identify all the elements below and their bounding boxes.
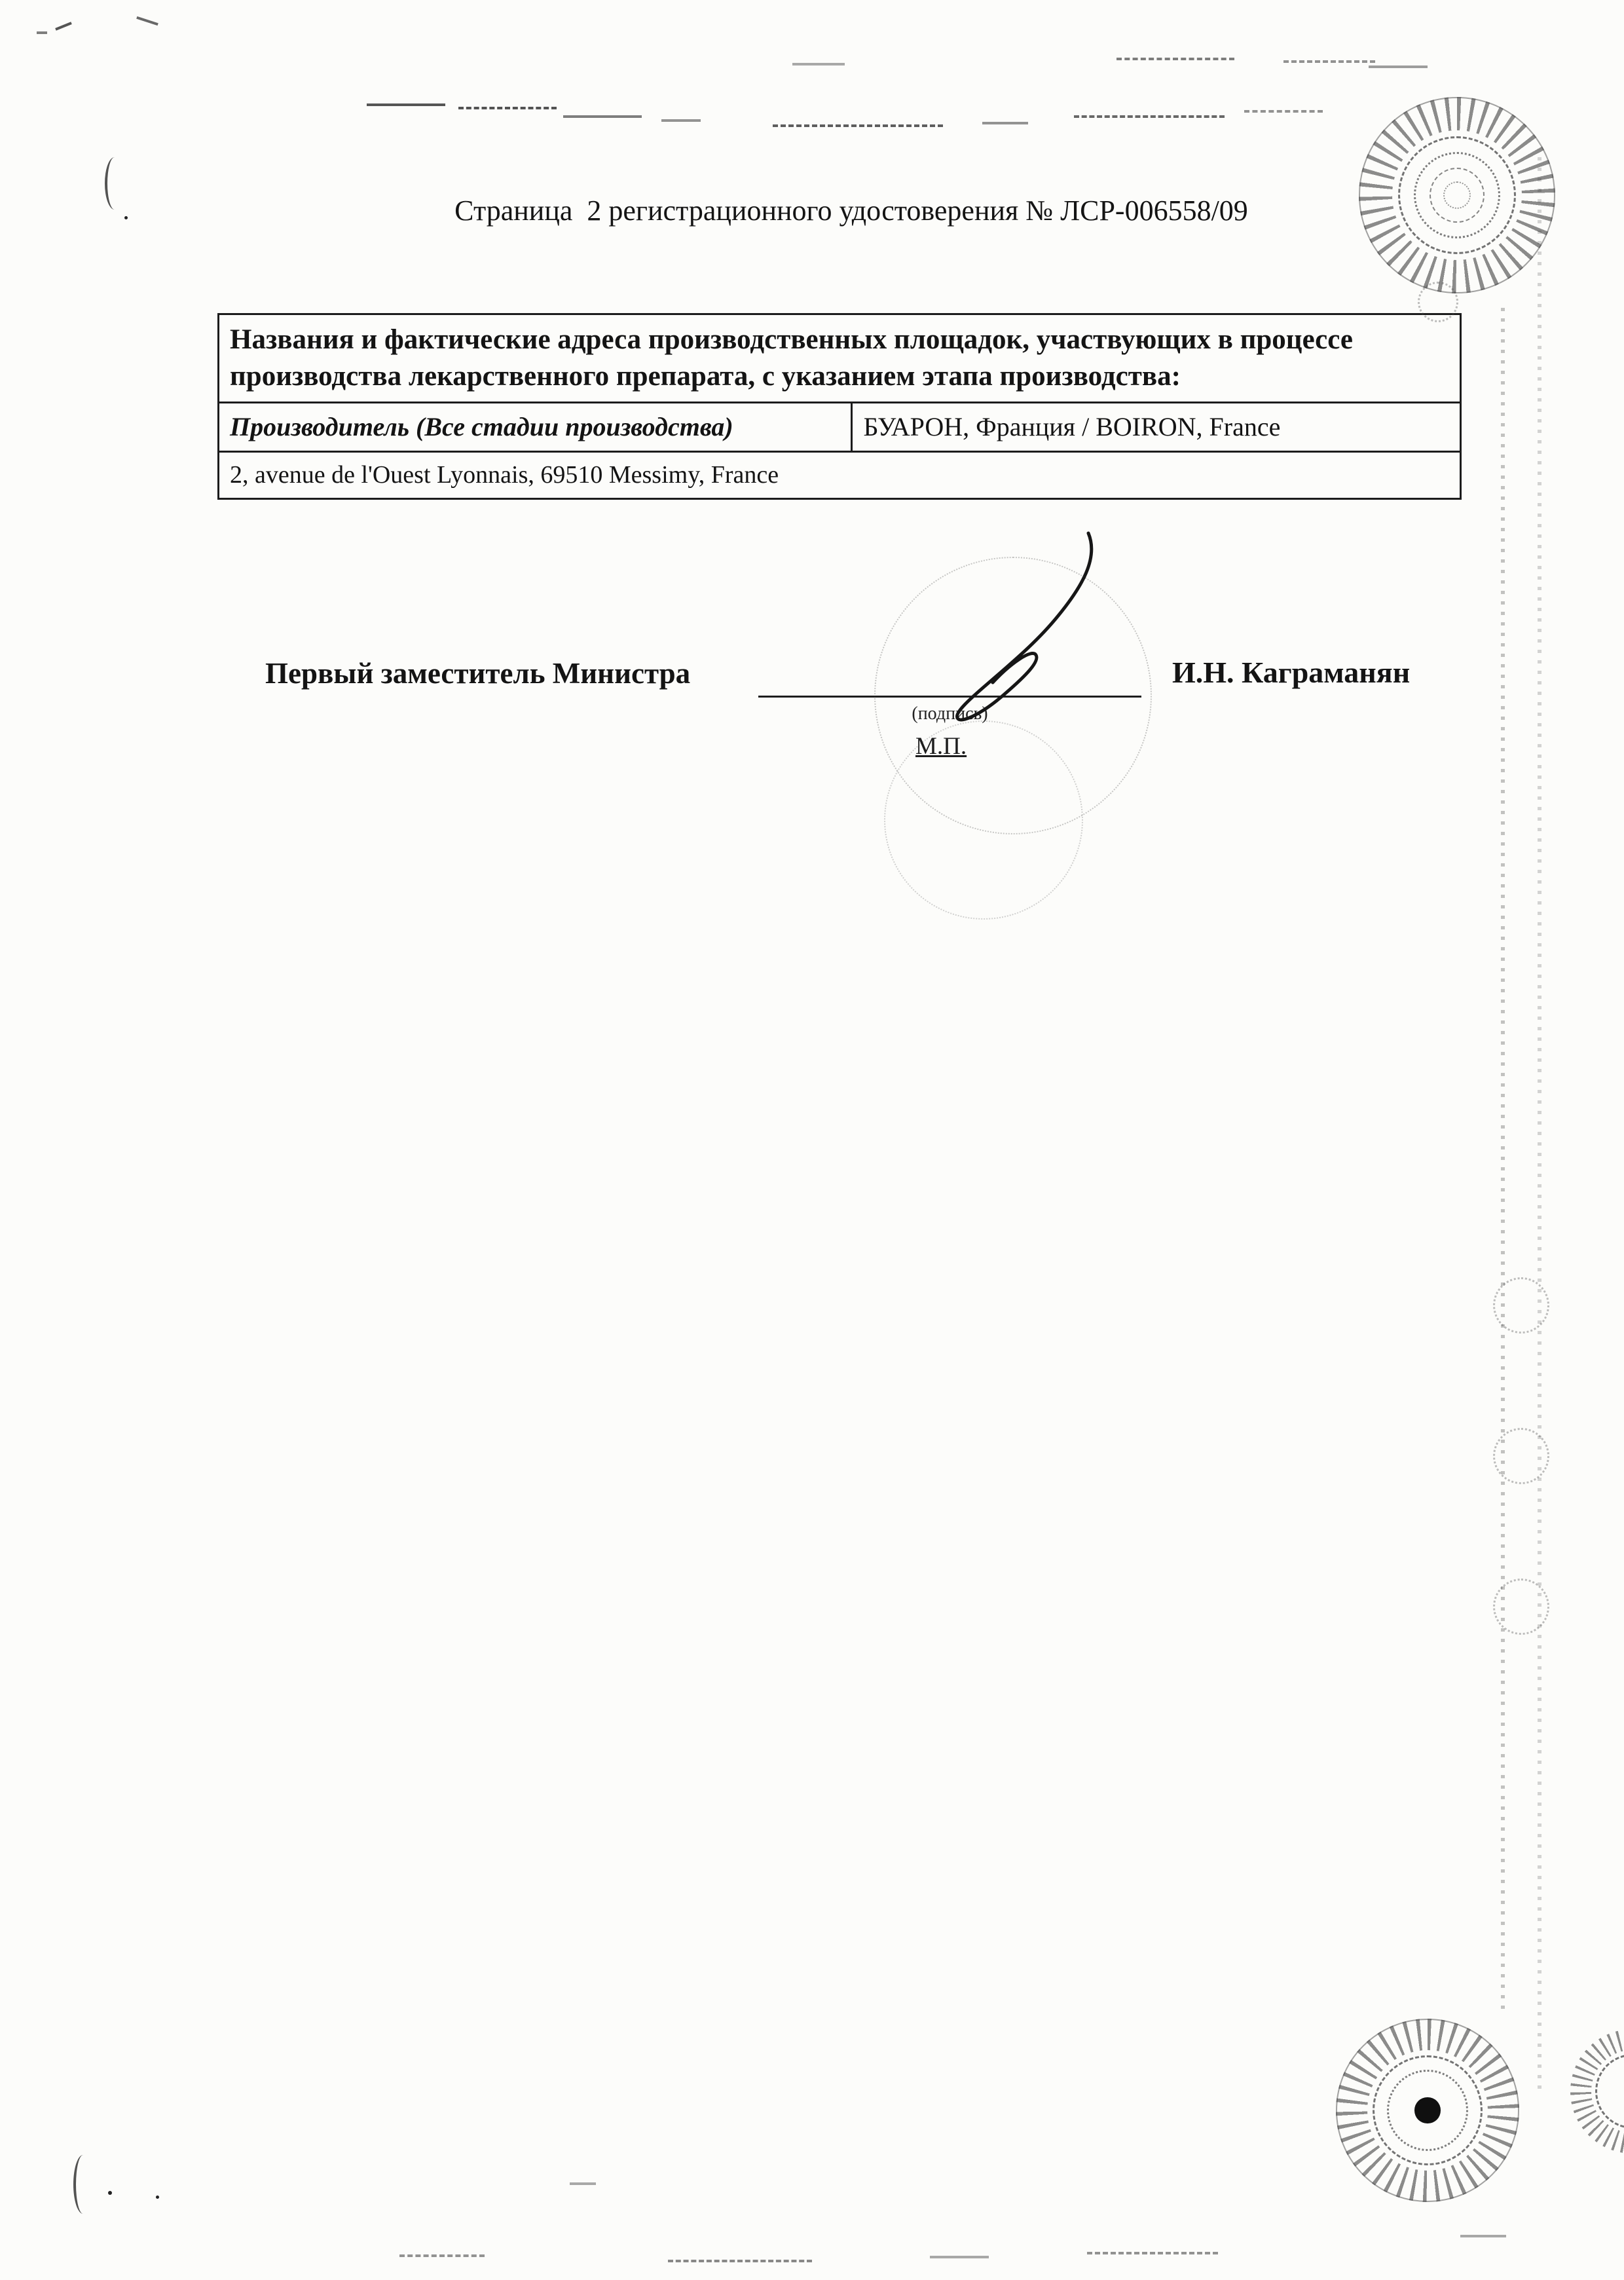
scan-artifact — [570, 2182, 596, 2185]
scan-artifact — [367, 103, 445, 106]
scan-artifact — [1283, 60, 1375, 63]
right-border-ornament — [1538, 157, 1541, 2089]
scan-artifact — [108, 2191, 112, 2195]
ornament-circle — [1493, 1277, 1549, 1334]
scan-artifact — [1244, 110, 1323, 113]
scan-artifact — [156, 2196, 159, 2199]
scan-artifact — [73, 2155, 93, 2214]
scan-artifact — [930, 2256, 989, 2258]
scan-artifact — [668, 2260, 812, 2262]
ornament-circle — [1418, 282, 1458, 322]
scan-artifact — [37, 31, 47, 34]
scan-artifact — [563, 115, 642, 118]
scan-artifact — [124, 216, 128, 219]
rosette-core — [1443, 181, 1471, 209]
producer-value-cell: БУАРОН, Франция / BOIRON, France — [852, 402, 1461, 451]
right-border-ornament — [1501, 308, 1505, 2011]
producer-address-cell: 2, avenue de l'Ouest Lyonnais, 69510 Messimy, France — [219, 451, 1461, 498]
scan-artifact — [399, 2254, 485, 2257]
page-title: Страница 2 регистрационного удостоверения № ЛСР-006558/09 — [454, 195, 1248, 227]
scan-artifact — [982, 122, 1028, 124]
scan-artifact — [136, 16, 158, 26]
stamp-rosette-edge — [1570, 2029, 1624, 2154]
scan-artifact — [55, 22, 72, 30]
scan-artifact — [773, 124, 943, 127]
scan-artifact — [1087, 2252, 1218, 2254]
rosette-core — [1414, 2097, 1440, 2123]
table-row — [219, 451, 1461, 498]
table-caption: Названия и фактические адреса производственных площадок, участвующих в процессе производства лекарственного препарата, с указанием этапа производства: — [219, 314, 1461, 403]
scan-artifact — [458, 107, 557, 109]
producer-label-cell: Производитель (Все стадии производства) — [219, 402, 852, 451]
table-row — [219, 314, 1461, 403]
scan-artifact — [1116, 58, 1234, 60]
scan-artifact — [1460, 2235, 1506, 2237]
stamp-rosette-top — [1359, 97, 1555, 293]
scan-artifact — [1074, 115, 1225, 118]
ornament-circle — [1493, 1579, 1549, 1635]
ornament-circle — [1493, 1428, 1549, 1484]
stamp-rosette-bottom — [1336, 2019, 1519, 2202]
scan-artifact — [661, 119, 701, 122]
seal-placeholder-label: М.П. — [915, 733, 967, 760]
signatory-name: И.Н. Каграманян — [1172, 656, 1411, 689]
table-row — [219, 402, 1461, 451]
signatory-title: Первый заместитель Министра — [265, 657, 691, 690]
scan-artifact — [105, 157, 124, 210]
scan-artifact — [792, 63, 845, 65]
signature-caption: (подпись) — [912, 703, 988, 724]
scan-artifact — [1369, 65, 1428, 68]
faint-stamp-ring — [884, 720, 1083, 920]
production-sites-table — [217, 313, 1462, 500]
